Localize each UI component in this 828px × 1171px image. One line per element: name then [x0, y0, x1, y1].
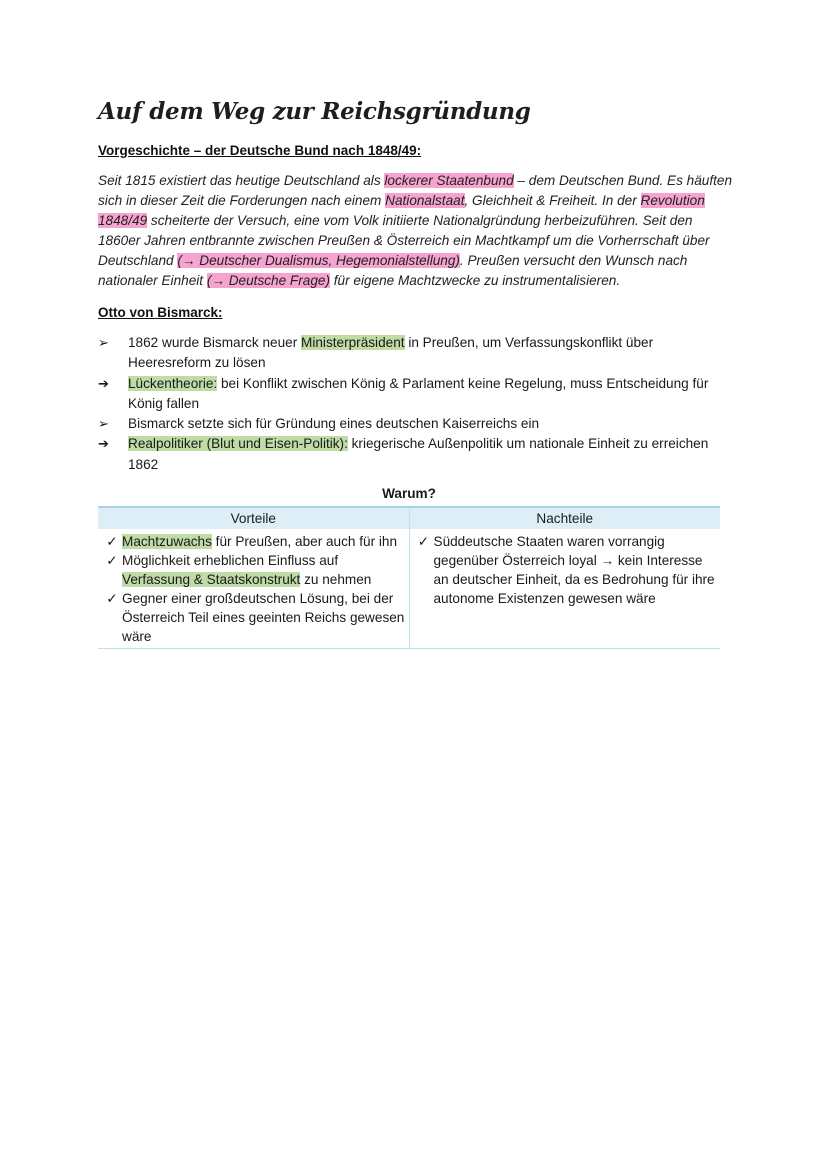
- list-item: ✓ Gegner einer großdeutschen Lösung, bei der Österreich Teil eines geeinten Reichs gewesen wäre: [102, 589, 405, 646]
- list-item: ✓ Machtzuwachs für Preußen, aber auch für ihn: [102, 532, 405, 551]
- highlight-staatenbund: lockerer Staatenbund: [384, 173, 514, 188]
- page-title: Auf dem Weg zur Reichsgründung: [98, 98, 531, 125]
- list-item: ➔ Lückentheorie: bei Konflikt zwischen König & Parlament keine Regelung, muss Entscheidung für König fallen: [98, 374, 738, 415]
- intro-paragraph: Seit 1815 existiert das heutige Deutschland als lockerer Staatenbund – dem Deutschen Bund. Es häuften sich in dieser Zeit die Forderungen nach einem Nationalstaat, Gleichheit & Freiheit. In der Revolution 1848/49 scheiterte der Versuch, eine vom Volk initiierte Nationalgründung herbeizuführen. Seit den 1860er Jahren entbrannte zwischen Preußen & Österreich ein Machtkampf um die Vorherrschaft über Deutschland (→ Deutscher Dualismus, Hegemonialstellung). Preußen versucht den Wunsch nach nationaler Einheit (→ Deutsche Frage) für eigene Machtzwecke zu instrumentalisieren.: [98, 173, 733, 288]
- column-header-nachteile: Nachteile: [409, 507, 720, 529]
- arrowhead-bullet-icon: ➢: [98, 416, 109, 432]
- section-heading-vorgeschichte: Vorgeschichte – der Deutsche Bund nach 1848/49:: [98, 143, 422, 158]
- nachteile-cell: [409, 529, 720, 649]
- arrowhead-bullet-icon: ➢: [98, 335, 109, 350]
- list-item: ➢ Bismarck setzte sich für Gründung eines deutschen Kaiserreichs ein: [98, 414, 738, 434]
- checkmark-icon: ✓: [106, 553, 118, 568]
- table-caption: Warum?: [382, 486, 436, 501]
- highlight-dualismus: (→ Deutscher Dualismus, Hegemonialstellung): [177, 253, 460, 268]
- list-item: ✓ Süddeutsche Staaten waren vorrangig gegenüber Österreich loyal → kein Interesse an deutscher Einheit, da es Bedrohung für ihre autonome Existenzen gewesen wäre: [414, 532, 717, 608]
- highlight-deutsche-frage: (→ Deutsche Frage): [206, 273, 330, 288]
- pros-cons-table: [98, 506, 720, 649]
- checkmark-icon: ✓: [106, 591, 118, 606]
- vorteile-cell: [98, 529, 409, 649]
- list-item: ✓ Möglichkeit erheblichen Einfluss auf Verfassung & Staatskonstrukt zu nehmen: [102, 551, 405, 589]
- bismarck-list: [98, 333, 738, 475]
- highlight-revolution: Revolution 1848/49: [98, 193, 705, 228]
- section-heading-bismarck: Otto von Bismarck:: [98, 305, 223, 320]
- arrow-bullet-icon: ➔: [98, 436, 109, 452]
- checkmark-icon: ✓: [106, 534, 118, 549]
- list-item: ➔ Realpolitiker (Blut und Eisen-Politik): kriegerische Außenpolitik um nationale Einheit zu erreichen 1862: [98, 434, 738, 475]
- checkmark-icon: ✓: [417, 534, 430, 549]
- list-item: ➢ 1862 wurde Bismarck neuer Ministerpräsident in Preußen, um Verfassungskonflikt über Heeresreform zu lösen: [98, 333, 738, 374]
- column-header-vorteile: Vorteile: [98, 507, 409, 529]
- highlight-nationalstaat: Nationalstaat: [385, 193, 465, 208]
- arrow-bullet-icon: ➔: [98, 375, 109, 391]
